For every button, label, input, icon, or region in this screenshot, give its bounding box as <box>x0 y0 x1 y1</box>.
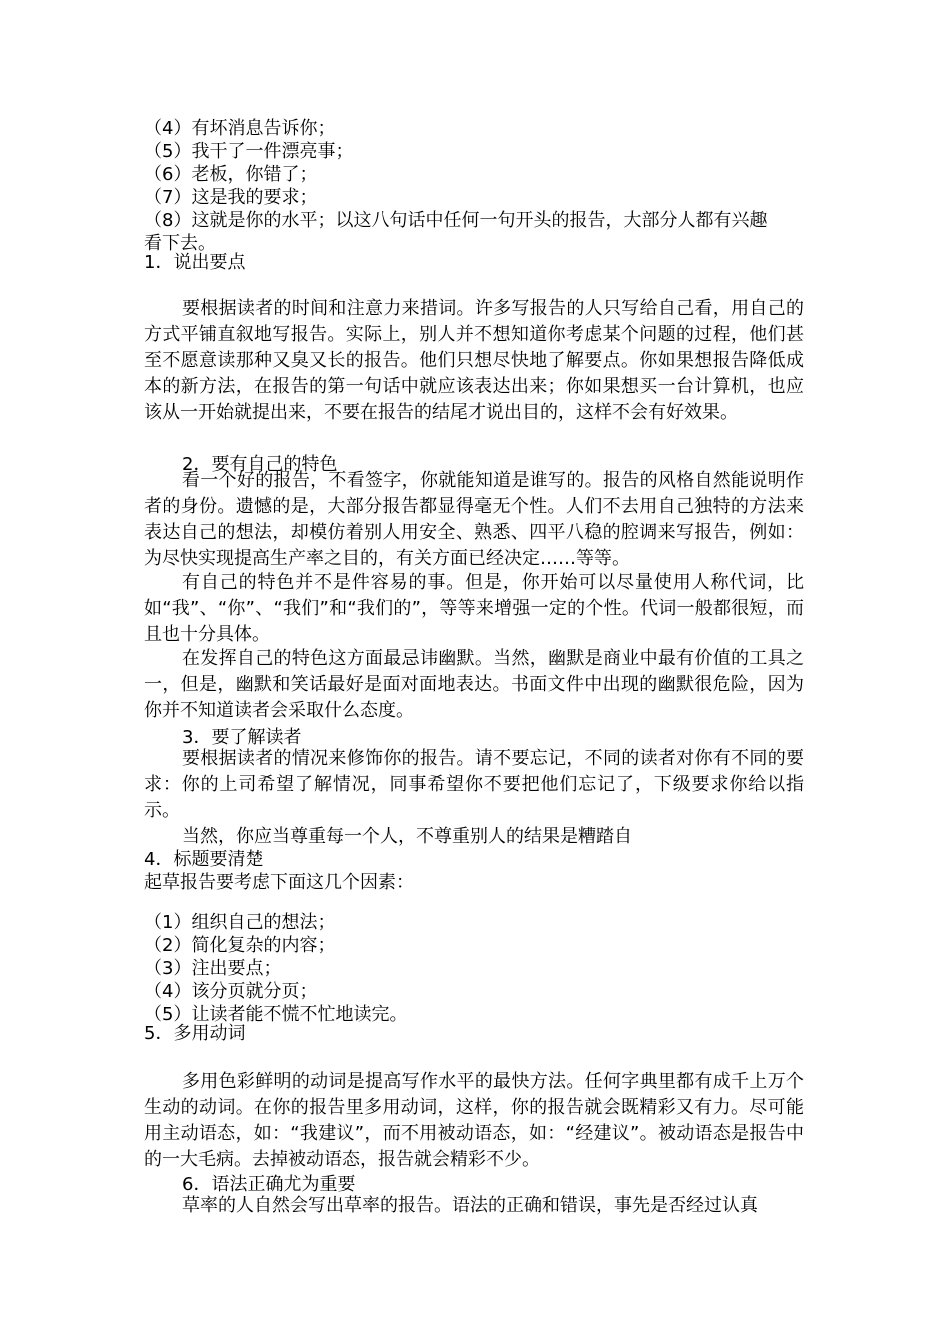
list-item: （5）我干了一件漂亮事； <box>144 141 354 162</box>
list-item: （1）组织自己的想法； <box>144 912 336 933</box>
paragraph: 要根据读者的时间和注意力来措词。许多写报告的人只写给自己看，用自己的方式平铺直叙地写报告。实际上，别人并不想知道你考虑某个问题的过程，他们甚至不愿意读那种又臭又长的报告。他们只想尽快地了解要点。你如果想报告降低成本的新方法，在报告的第一句话中就应该表达出来；你如果想买一台计算机，也应该从一开始就提出来，不要在报告的结尾才说出目的，这样不会有好效果。 <box>144 298 804 423</box>
section-heading: 2．要有自己的特色 <box>182 454 338 475</box>
section-heading: 1．说出要点 <box>144 252 246 273</box>
paragraph: 起草报告要考虑下面这几个因素： <box>144 872 414 893</box>
paragraph: 多用色彩鲜明的动词是提高写作水平的最快方法。任何字典里都有成千上万个生动的动词。在你的报告里多用动词，这样，你的报告就会既精彩又有力。尽可能用主动语态，如：“我建议”，而不用被动语态，如：“经建议”。被动语态是报告中的一大毛病。去掉被动语态，报告就会精彩不少。 <box>144 1071 804 1170</box>
paragraph: 在发挥自己的特色这方面最忌讳幽默。当然，幽默是商业中最有价值的工具之一，但是，幽默和笑话最好是面对面地表达。书面文件中出现的幽默很危险，因为你并不知道读者会采取什么态度。 <box>144 648 804 721</box>
list-item: （6）老板，你错了； <box>144 164 318 185</box>
list-item: 看下去。 <box>144 233 216 254</box>
list-item: （7）这是我的要求； <box>144 187 318 208</box>
section-heading: 3．要了解读者 <box>182 727 302 748</box>
list-item: （8）这就是你的水平；以这八句话中任何一句开头的报告，大部分人都有兴趣 <box>144 210 768 231</box>
list-item: （3）注出要点； <box>144 958 282 979</box>
section-heading: 4．标题要清楚 <box>144 849 264 870</box>
list-item: （5）让读者能不慌不忙地读完。 <box>144 1004 408 1025</box>
paragraph: 要根据读者的情况来修饰你的报告。请不要忘记，不同的读者对你有不同的要求：你的上司希望了解情况，同事希望你不要把他们忘记了，下级要求你给以指示。 <box>144 748 804 821</box>
paragraph: 看一个好的报告，不看签字，你就能知道是谁写的。报告的风格自然能说明作者的身份。遗憾的是，大部分报告都显得毫无个性。人们不去用自己独特的方法来表达自己的想法，却模仿着别人用安全、熟悉、四平八稳的腔调来写报告，例如：为尽快实现提高生产率之目的，有关方面已经决定……等等。 <box>144 470 804 569</box>
paragraph: 当然，你应当尊重每一个人，不尊重别人的结果是糟踏自 <box>182 826 632 847</box>
section-heading: 6．语法正确尤为重要 <box>182 1174 356 1195</box>
section-heading: 5．多用动词 <box>144 1023 246 1044</box>
list-item: （4）有坏消息告诉你； <box>144 118 336 139</box>
list-item: （4）该分页就分页； <box>144 981 318 1002</box>
paragraph: 有自己的特色并不是件容易的事。但是，你开始可以尽量使用人称代词，比如“我”、“你”、“我们”和“我们的”，等等来增强一定的个性。代词一般都很短，而且也十分具体。 <box>144 572 804 645</box>
paragraph: 草率的人自然会写出草率的报告。语法的正确和错误，事先是否经过认真 <box>182 1195 758 1216</box>
list-item: （2）简化复杂的内容； <box>144 935 336 956</box>
